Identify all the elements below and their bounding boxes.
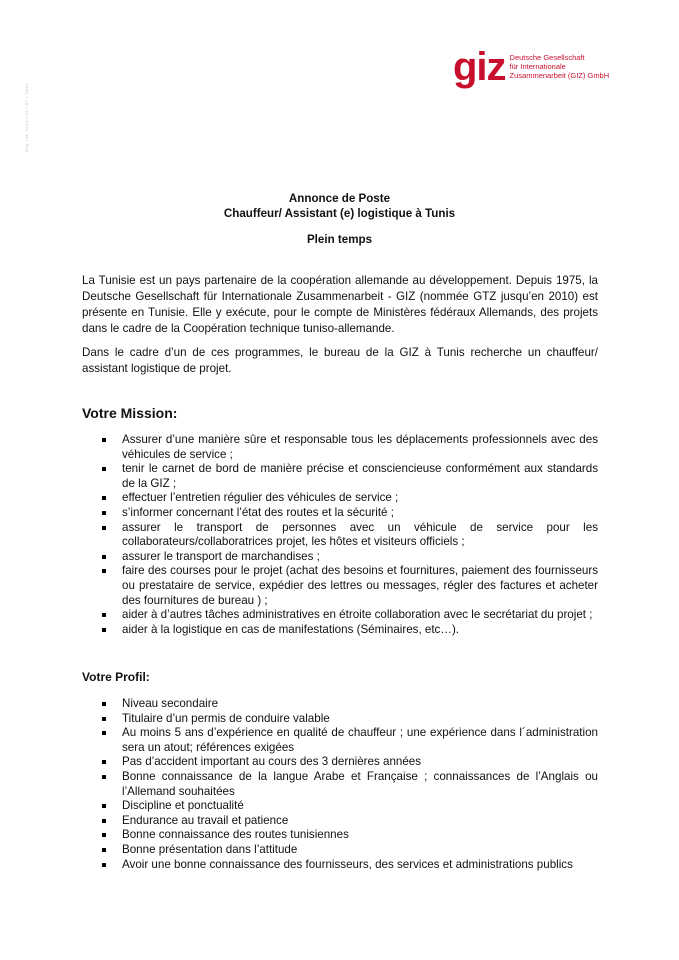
logo-line: für Internationale [509,62,566,71]
mission-title: Votre Mission: [82,405,178,421]
logo-line: Deutsche Gesellschaft [509,53,585,62]
bullet-icon [102,804,106,808]
bullet-icon [102,613,106,617]
list-item [102,697,598,712]
profile-list [102,697,598,872]
bullet-icon [102,496,106,500]
list-item-text: Bonne présentation dans l’attitude [122,842,298,856]
list-item [102,858,598,873]
bullet-icon [102,717,106,721]
list-item-text: Au moins 5 ans d’expérience en qualité de chauffeur ; une expérience dans l´administration sera un atout; références exigées [122,726,598,754]
bullet-icon [102,833,106,837]
list-item [102,521,598,550]
list-item [102,843,598,858]
list-item-text: Niveau secondaire [122,697,219,710]
list-item [102,491,598,506]
list-item-text: Pas d’accident important au cours des 3 dernières années [122,755,422,769]
header-title: Annonce de Poste [288,192,391,205]
giz-logo [453,45,610,89]
list-item-text: Bonne connaissance de la langue Arabe et Française ; connaissances de l’Anglais ou l’Allemand souhaitées [122,769,598,798]
list-item-text: Assurer d’une manière sûre et responsable tous les déplacements professionnels avec des véhicules de service ; [122,433,598,461]
list-item [102,799,598,814]
list-item [102,712,598,727]
list-item-text: Bonne connaissance des routes tunisiennes [122,828,349,842]
list-item-text: aider à la logistique en cas de manifestations (Séminaires, etc…). [122,622,460,636]
list-item-text: Avoir une bonne connaissance des fournisseurs, des services et administrations publics [122,857,573,871]
mission-list [102,433,598,637]
list-item [102,755,598,770]
list-item [102,770,598,799]
side-note: Org. ref. 2014 / 01 / 07 / Tunis [24,82,29,152]
list-item-text: s’informer concernant l’état des routes et la sécurité ; [122,505,394,519]
list-item-text: effectuer l’entretien régulier des véhicules de service ; [122,491,399,505]
bullet-icon [102,569,106,573]
bullet-icon [102,731,106,735]
bullet-icon [102,526,106,530]
list-item-text: tenir le carnet de bord de manière précise et consciencieuse conformément aux standards de la GIZ ; [122,462,598,490]
bullet-icon [102,775,106,779]
intro-paragraph-2: Dans le cadre d’un de ces programmes, le bureau de la GIZ à Tunis recherche un chauffeur/ assistant logistique de projet. [82,346,598,375]
bullet-icon [102,511,106,515]
list-item-text: assurer le transport de personnes avec un véhicule de service pour les collaborateurs/collaboratrices projet, les hôtes et visiteurs officiels ; [122,520,598,549]
list-item [102,550,598,565]
list-item [102,828,598,843]
logo-line: Zusammenarbeit (GIZ) GmbH [509,71,610,80]
bullet-icon [102,438,106,442]
list-item [102,608,598,623]
list-item [102,623,598,638]
list-item [102,462,598,491]
list-item-text: assurer le transport de marchandises ; [122,549,320,563]
list-item [102,433,598,462]
list-item-text: faire des courses pour le projet (achat des besoins et fournitures, paiement des fournisseurs ou prestataire de service, expédier des lettres ou messages, régler des factures et acheter des fournitures de bureau ) ; [122,564,598,607]
list-item-text: Titulaire d’un permis de conduire valable [122,711,330,725]
bullet-icon [102,863,106,867]
list-item [102,814,598,829]
list-item [102,726,598,755]
bullet-icon [102,467,106,471]
list-item [102,506,598,521]
list-item-text: aider à d’autres tâches administratives en étroite collaboration avec le secrétariat du projet ; [122,608,593,622]
bullet-icon [102,555,106,559]
header-position: Chauffeur/ Assistant (e) logistique à Tunis [223,207,456,220]
logo-text [510,53,610,80]
header-schedule: Plein temps [306,233,373,246]
bullet-icon [102,819,106,823]
list-item-text: Endurance au travail et patience [122,813,289,827]
logo-mark: giz [453,45,506,89]
bullet-icon [102,628,106,632]
list-item [102,564,598,608]
list-item-text: Discipline et ponctualité [122,799,244,813]
bullet-icon [102,760,106,764]
bullet-icon [102,848,106,852]
intro-paragraph-1: La Tunisie est un pays partenaire de la coopération allemande au développement. Depuis 1975, la Deutsche Gesellschaft für Internationale Zusammenarbeit - GIZ (nommée GTZ jusqu’en 2010) est présente en Tunisie. Elle y exécute, pour le compte de Ministères fédéraux Allemands, des projets dans le cadre de la Coopération technique tuniso-allemande. [82,274,598,335]
bullet-icon [102,702,106,706]
profile-title: Votre Profil: [82,670,150,684]
